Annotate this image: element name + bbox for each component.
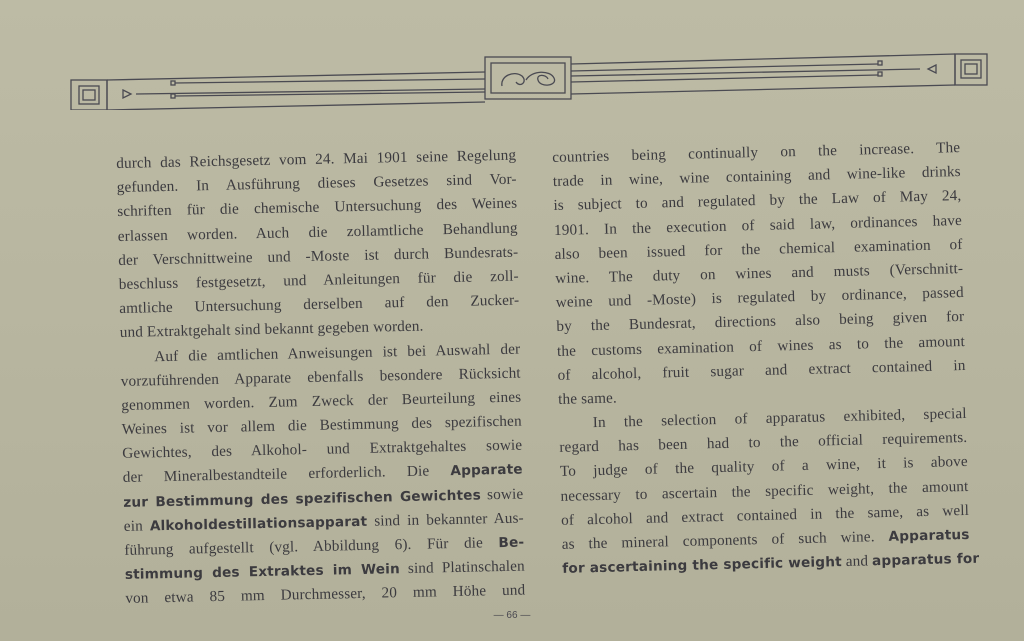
bold-term: Alkoholdestillationsapparat: [149, 513, 368, 535]
bold-term: stimmung des Extraktes im Wein: [124, 561, 401, 584]
text-run: sowie: [480, 485, 524, 504]
text-line: 1901. In the execution of said law, ordinances have: [553, 211, 963, 239]
english-text-column: [552, 136, 980, 581]
triangle-left-icon: [928, 65, 936, 73]
text-line: durch das Reichsgesetz vom 24. Mai 1901 seine Regelung: [116, 146, 517, 172]
text-line: the customs examination of wines as to the amount: [556, 332, 966, 360]
text-line: also been issued for the chemical examination of: [554, 235, 963, 263]
text-run: as the mineral components of such wine.: [561, 527, 889, 553]
text-line: vorzuführenden Apparate ebenfalls besondere Rücksicht: [120, 364, 521, 390]
text-line: amtliche Untersuchung derselben auf den Zucker-: [119, 291, 520, 318]
text-line: the same.: [557, 389, 618, 408]
text-line: is subject to and regulated by the Law of May 24,: [553, 187, 962, 215]
bold-term: for ascertaining the specific weight: [562, 554, 842, 578]
text-line: of alcohol, fruit sugar and extract contained in: [557, 356, 966, 384]
bold-term: Be-: [498, 534, 525, 552]
text-line: genommen worden. Zum Zweck der Beurteilung eines: [121, 388, 522, 414]
text-line: Weines ist vor allem die Bestimmung des spezifischen: [121, 412, 522, 438]
text-line: In the selection of apparatus exhibited, special: [592, 405, 967, 432]
square-frame-icon: [961, 60, 981, 78]
text-line: von etwa 85 mm Durchmesser, 20 mm Höhe und: [125, 581, 526, 608]
text-line: by the Bundesrat, directions also being given for: [556, 308, 965, 336]
scroll-ornament-icon: [502, 72, 555, 86]
page-number: — 66 —: [493, 610, 531, 621]
text-run: sind in bekannter Aus-: [367, 509, 524, 530]
bold-term: Apparate: [450, 461, 523, 480]
text-line: beschluss festgesetzt, und Anleitungen für die zoll-: [118, 267, 519, 293]
text-run: ein: [123, 517, 151, 535]
text-line: countries being continually on the increase. The: [552, 139, 961, 166]
text-line: und Extraktgehalt sind bekannt gegeben worden.: [119, 317, 424, 342]
text-run: der Mineralbestandteile erforderlich. Die: [122, 462, 451, 487]
bold-term: apparatus for: [871, 550, 980, 570]
text-line: trade in wine, wine containing and wine-like drinks: [552, 163, 961, 191]
left-end-box: [71, 80, 107, 110]
bold-term: zur Bestimmung des spezifischen Gewichtes: [123, 487, 482, 511]
bold-term: Apparatus: [888, 526, 970, 545]
triangle-right-icon: [123, 90, 131, 98]
text-line: wine. The duty on wines and musts (Verschnitt-: [555, 259, 964, 287]
text-line: Auf die amtlichen Anweisungen ist bei Auswahl der: [154, 340, 521, 365]
text-line: gefunden. In Ausführung dieses Gesetzes sind Vor-: [116, 170, 517, 197]
header-ornament: [70, 52, 990, 110]
text-line: Gewichtes, des Alkohol- und Extraktgehaltes sowie: [122, 436, 523, 463]
text-line: regard has been had to the official requirements.: [559, 429, 968, 457]
text-run: and: [841, 552, 873, 571]
text-run: sind Platinschalen: [399, 557, 525, 578]
text-line: der Verschnittweine und -Moste ist durch Bundesrats-: [118, 243, 519, 269]
text-line: of alcohol and extract contained in the same, as well: [560, 501, 970, 529]
text-line: schriften für die chemische Untersuchung des Weines: [117, 194, 518, 221]
square-frame-icon: [79, 86, 99, 104]
text-line: erlassen worden. Auch die zollamtliche Behandlung: [117, 219, 518, 245]
text-run: führung aufgestellt (vgl. Abbildung 6). Für die: [124, 534, 499, 559]
text-line: weine und -Moste) is regulated by ordinance, passed: [555, 284, 964, 312]
text-line: To judge of the quality of a wine, it is above: [559, 453, 969, 481]
text-line: necessary to ascertain the specific weight, the amount: [560, 477, 969, 505]
german-text-column: [116, 144, 526, 612]
